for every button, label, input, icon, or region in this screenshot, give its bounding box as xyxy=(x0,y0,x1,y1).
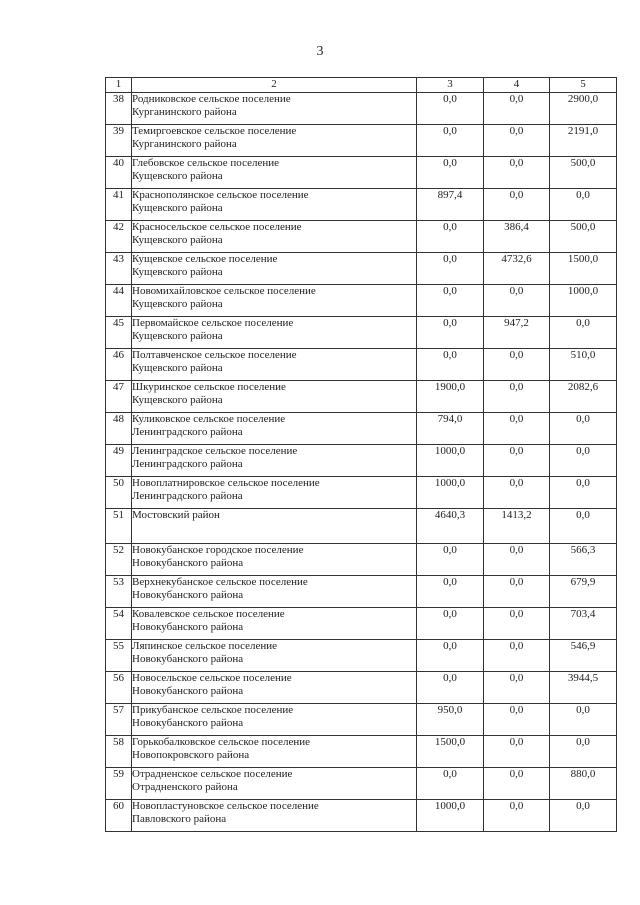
settlement-name-line2: Павловского района xyxy=(132,813,227,825)
row-number: 44 xyxy=(106,285,132,317)
settlement-name-line2: Новокубанского района xyxy=(132,653,244,665)
settlement-name xyxy=(132,608,417,640)
settlement-name-line2: Новопокровского района xyxy=(132,749,250,761)
table-row xyxy=(106,189,617,221)
value-col-4: 0,0 xyxy=(484,544,550,576)
settlement-name xyxy=(132,477,417,509)
table-row xyxy=(106,640,617,672)
value-col-3: 0,0 xyxy=(417,221,484,253)
value-col-5: 703,4 xyxy=(550,608,617,640)
row-number: 48 xyxy=(106,413,132,445)
allocation-table xyxy=(105,77,617,832)
value-col-5: 546,9 xyxy=(550,640,617,672)
settlement-name xyxy=(132,445,417,477)
value-col-4: 0,0 xyxy=(484,704,550,736)
value-col-4: 0,0 xyxy=(484,93,550,125)
settlement-name-line2: Кущевского района xyxy=(132,170,223,182)
settlement-name-line2: Кущевского района xyxy=(132,298,223,310)
value-col-5: 0,0 xyxy=(550,509,617,544)
value-col-4: 0,0 xyxy=(484,640,550,672)
table-row xyxy=(106,477,617,509)
table-row xyxy=(106,157,617,189)
settlement-name-line1: Ляпинское сельское поселение xyxy=(132,640,278,652)
settlement-name xyxy=(132,93,417,125)
settlement-name-line1: Родниковское сельское поселение xyxy=(132,93,291,105)
table-row xyxy=(106,509,617,544)
settlement-name-line1: Горькобалковское сельское поселение xyxy=(132,736,311,748)
value-col-5: 500,0 xyxy=(550,157,617,189)
settlement-name-line1: Полтавченское сельское поселение xyxy=(132,349,297,361)
settlement-name xyxy=(132,285,417,317)
table-row xyxy=(106,125,617,157)
table-row xyxy=(106,576,617,608)
value-col-4: 0,0 xyxy=(484,157,550,189)
row-number: 57 xyxy=(106,704,132,736)
value-col-5: 0,0 xyxy=(550,445,617,477)
settlement-name-line1: Темиргоевское сельское поселение xyxy=(132,125,297,137)
row-number: 47 xyxy=(106,381,132,413)
table-row xyxy=(106,544,617,576)
settlement-name-line2: Кущевского района xyxy=(132,394,223,406)
table-row xyxy=(106,736,617,768)
header-col-4: 4 xyxy=(484,78,550,93)
settlement-name-line2: Ленинградского района xyxy=(132,458,243,470)
header-col-1: 1 xyxy=(106,78,132,93)
settlement-name xyxy=(132,640,417,672)
settlement-name xyxy=(132,125,417,157)
row-number: 55 xyxy=(106,640,132,672)
value-col-4: 0,0 xyxy=(484,285,550,317)
value-col-5: 0,0 xyxy=(550,704,617,736)
settlement-name-line1: Новоплатнировское сельское поселение xyxy=(132,477,320,489)
value-col-3: 0,0 xyxy=(417,608,484,640)
value-col-5: 510,0 xyxy=(550,349,617,381)
settlement-name xyxy=(132,317,417,349)
value-col-3: 0,0 xyxy=(417,285,484,317)
table-row xyxy=(106,445,617,477)
value-col-3: 0,0 xyxy=(417,640,484,672)
value-col-3: 0,0 xyxy=(417,125,484,157)
table-row xyxy=(106,285,617,317)
value-col-5: 2082,6 xyxy=(550,381,617,413)
settlement-name xyxy=(132,413,417,445)
value-col-4: 386,4 xyxy=(484,221,550,253)
value-col-4: 0,0 xyxy=(484,608,550,640)
value-col-4: 0,0 xyxy=(484,381,550,413)
value-col-3: 1000,0 xyxy=(417,477,484,509)
value-col-4: 0,0 xyxy=(484,800,550,832)
settlement-name xyxy=(132,221,417,253)
value-col-3: 0,0 xyxy=(417,349,484,381)
value-col-3: 0,0 xyxy=(417,576,484,608)
value-col-5: 566,3 xyxy=(550,544,617,576)
table-row xyxy=(106,800,617,832)
table-row xyxy=(106,93,617,125)
value-col-5: 500,0 xyxy=(550,221,617,253)
value-col-4: 0,0 xyxy=(484,672,550,704)
row-number: 49 xyxy=(106,445,132,477)
settlement-name-line1: Краснополянское сельское поселение xyxy=(132,189,309,201)
row-number: 39 xyxy=(106,125,132,157)
settlement-name-line2: Отрадненского района xyxy=(132,781,238,793)
row-number: 56 xyxy=(106,672,132,704)
row-number: 46 xyxy=(106,349,132,381)
value-col-3: 897,4 xyxy=(417,189,484,221)
settlement-name-line1: Мостовский район xyxy=(132,509,220,521)
row-number: 50 xyxy=(106,477,132,509)
value-col-5: 1500,0 xyxy=(550,253,617,285)
settlement-name xyxy=(132,544,417,576)
settlement-name-line1: Верхнекубанское сельское поселение xyxy=(132,576,308,588)
table-header-row xyxy=(106,78,617,93)
settlement-name-line1: Кущевское сельское поселение xyxy=(132,253,278,265)
value-col-4: 0,0 xyxy=(484,736,550,768)
settlement-name-line1: Ленинградское сельское поселение xyxy=(132,445,298,457)
settlement-name xyxy=(132,800,417,832)
settlement-name-line2: Новокубанского района xyxy=(132,621,244,633)
settlement-name xyxy=(132,704,417,736)
value-col-3: 4640,3 xyxy=(417,509,484,544)
row-number: 51 xyxy=(106,509,132,544)
value-col-5: 0,0 xyxy=(550,317,617,349)
row-number: 60 xyxy=(106,800,132,832)
settlement-name-line1: Глебовское сельское поселение xyxy=(132,157,279,169)
settlement-name-line2: Кущевского района xyxy=(132,330,223,342)
row-number: 59 xyxy=(106,768,132,800)
value-col-3: 0,0 xyxy=(417,317,484,349)
settlement-name-line1: Первомайское сельское поселение xyxy=(132,317,294,329)
value-col-4: 0,0 xyxy=(484,445,550,477)
settlement-name-line1: Новопластуновское сельское поселение xyxy=(132,800,319,812)
table-row xyxy=(106,381,617,413)
settlement-name xyxy=(132,736,417,768)
value-col-4: 0,0 xyxy=(484,349,550,381)
settlement-name-line2: Курганинского района xyxy=(132,106,237,118)
settlement-name xyxy=(132,253,417,285)
table-row xyxy=(106,608,617,640)
settlement-name xyxy=(132,509,417,544)
row-number: 53 xyxy=(106,576,132,608)
value-col-5: 0,0 xyxy=(550,736,617,768)
value-col-3: 0,0 xyxy=(417,93,484,125)
value-col-4: 0,0 xyxy=(484,125,550,157)
value-col-3: 1900,0 xyxy=(417,381,484,413)
value-col-4: 0,0 xyxy=(484,413,550,445)
value-col-5: 880,0 xyxy=(550,768,617,800)
value-col-3: 0,0 xyxy=(417,253,484,285)
value-col-5: 3944,5 xyxy=(550,672,617,704)
header-col-2: 2 xyxy=(132,78,417,93)
value-col-5: 2191,0 xyxy=(550,125,617,157)
value-col-4: 0,0 xyxy=(484,768,550,800)
settlement-name xyxy=(132,768,417,800)
table-row xyxy=(106,704,617,736)
settlement-name-line2: Кущевского района xyxy=(132,362,223,374)
value-col-4: 0,0 xyxy=(484,189,550,221)
row-number: 45 xyxy=(106,317,132,349)
value-col-4: 0,0 xyxy=(484,477,550,509)
row-number: 38 xyxy=(106,93,132,125)
table-row xyxy=(106,317,617,349)
table-row xyxy=(106,768,617,800)
value-col-3: 0,0 xyxy=(417,544,484,576)
table-row xyxy=(106,221,617,253)
settlement-name xyxy=(132,349,417,381)
table-row xyxy=(106,413,617,445)
settlement-name-line1: Ковалевское сельское поселение xyxy=(132,608,285,620)
value-col-4: 4732,6 xyxy=(484,253,550,285)
value-col-5: 0,0 xyxy=(550,413,617,445)
settlement-name-line2: Кущевского района xyxy=(132,234,223,246)
value-col-3: 794,0 xyxy=(417,413,484,445)
value-col-5: 0,0 xyxy=(550,477,617,509)
settlement-name-line2: Ленинградского района xyxy=(132,490,243,502)
value-col-3: 950,0 xyxy=(417,704,484,736)
row-number: 41 xyxy=(106,189,132,221)
settlement-name-line1: Прикубанское сельское поселение xyxy=(132,704,294,716)
settlement-name xyxy=(132,672,417,704)
settlement-name-line1: Новокубанское городское поселение xyxy=(132,544,304,556)
settlement-name-line2: Ленинградского района xyxy=(132,426,243,438)
row-number: 58 xyxy=(106,736,132,768)
value-col-3: 0,0 xyxy=(417,672,484,704)
settlement-name xyxy=(132,189,417,221)
page-number: 3 xyxy=(316,44,324,59)
settlement-name-line2: Новокубанского района xyxy=(132,557,244,569)
settlement-name xyxy=(132,576,417,608)
header-col-5: 5 xyxy=(550,78,617,93)
settlement-name-line2: Новокубанского района xyxy=(132,717,244,729)
value-col-4: 1413,2 xyxy=(484,509,550,544)
value-col-5: 0,0 xyxy=(550,189,617,221)
settlement-name-line2: Кущевского района xyxy=(132,266,223,278)
settlement-name-line2: Кущевского района xyxy=(132,202,223,214)
settlement-name-line1: Отрадненское сельское поселение xyxy=(132,768,293,780)
value-col-5: 0,0 xyxy=(550,800,617,832)
value-col-3: 1500,0 xyxy=(417,736,484,768)
table-row xyxy=(106,672,617,704)
table-body xyxy=(106,93,617,832)
settlement-name-line1: Красносельское сельское поселение xyxy=(132,221,302,233)
row-number: 43 xyxy=(106,253,132,285)
value-col-5: 2900,0 xyxy=(550,93,617,125)
value-col-3: 1000,0 xyxy=(417,445,484,477)
row-number: 54 xyxy=(106,608,132,640)
row-number: 42 xyxy=(106,221,132,253)
value-col-3: 0,0 xyxy=(417,768,484,800)
value-col-5: 1000,0 xyxy=(550,285,617,317)
settlement-name-line1: Новосельское сельское поселение xyxy=(132,672,292,684)
settlement-name-line1: Новомихайловское сельское поселение xyxy=(132,285,316,297)
settlement-name xyxy=(132,157,417,189)
value-col-4: 947,2 xyxy=(484,317,550,349)
settlement-name-line2: Новокубанского района xyxy=(132,685,244,697)
settlement-name-line1: Шкуринское сельское поселение xyxy=(132,381,286,393)
settlement-name xyxy=(132,381,417,413)
settlement-name-line2: Новокубанского района xyxy=(132,589,244,601)
value-col-4: 0,0 xyxy=(484,576,550,608)
value-col-3: 0,0 xyxy=(417,157,484,189)
row-number: 40 xyxy=(106,157,132,189)
table-row xyxy=(106,253,617,285)
value-col-5: 679,9 xyxy=(550,576,617,608)
settlement-name-line1: Куликовское сельское поселение xyxy=(132,413,286,425)
header-col-3: 3 xyxy=(417,78,484,93)
row-number: 52 xyxy=(106,544,132,576)
table-row xyxy=(106,349,617,381)
settlement-name-line2: Курганинского района xyxy=(132,138,237,150)
value-col-3: 1000,0 xyxy=(417,800,484,832)
